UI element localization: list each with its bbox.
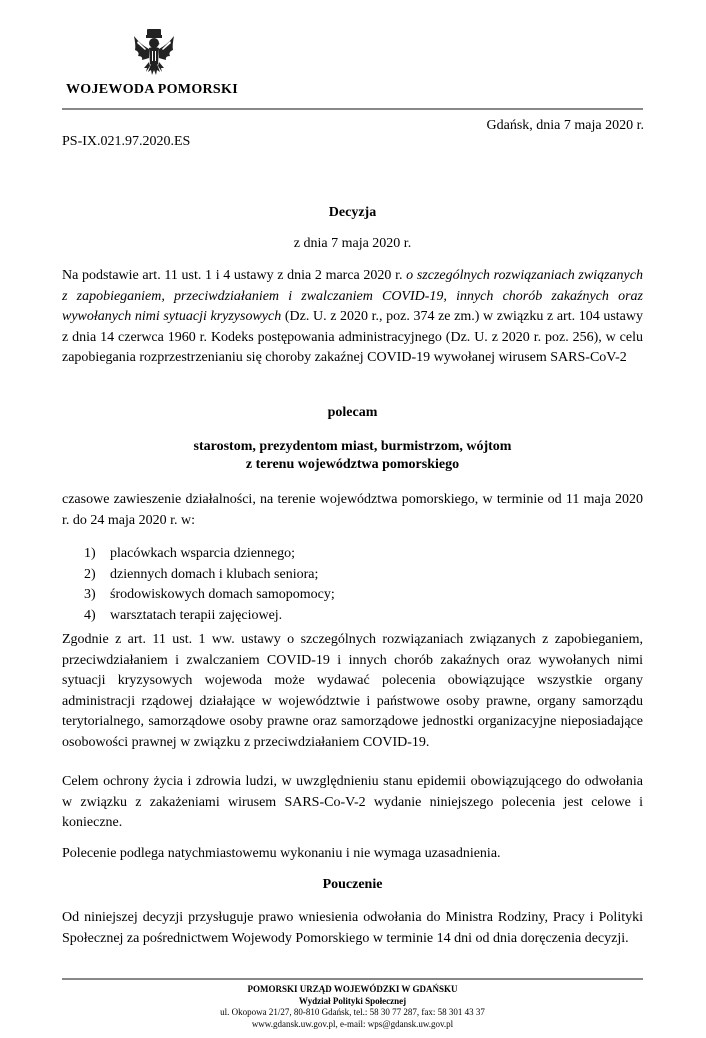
place-date: Gdańsk, dnia 7 maja 2020 r. — [486, 118, 644, 133]
eagle-emblem-icon — [132, 28, 176, 80]
legal-basis-part1: Na podstawie art. 11 ust. 1 i 4 ustawy z dnia 2 marca 2020 r. — [62, 268, 407, 283]
addressees-line1: starostom, prezydentom miast, burmistrzom, wójtom — [193, 439, 512, 454]
list-item — [84, 606, 335, 627]
header-divider — [62, 108, 643, 110]
instruction-paragraph: Od niniejszej decyzji przysługuje prawo wniesienia odwołania do Ministra Rodziny, Pracy i Polityki Społecznej za pośrednictwem Wojewody Pomorskiego w terminie 14 dni od dnia doręczenia decyzji. — [62, 910, 643, 946]
legal-basis-part2: (Dz. U. z 2020 r., poz. 374 ze zm.) w związku z art. 104 ustawy z dnia 14 czerwca 1960 r. Kodeks postępowania administracyjnego (Dz. U. z 2020 r. poz. 256), w celu zapobiegania rozprzestrzenianiu się choroby zakaźnej COVID-19 wywołanej wirusem SARS-CoV-2 — [62, 309, 643, 365]
list-item — [84, 585, 335, 606]
list-item-text: warsztatach terapii zajęciowej. — [110, 607, 283, 623]
purpose-paragraph: Celem ochrony życia i zdrowia ludzi, w uwzględnieniu stanu epidemii obowiązującego do odwołania w związku z zakażeniami wirusem SARS-Co-V-2 wydanie niniejszego polecenia jest celowe i konieczne. — [62, 774, 643, 830]
enforcement-paragraph: Polecenie podlega natychmiastowemu wykonaniu i nie wymaga uzasadnienia. — [62, 846, 501, 861]
decision-title: Decyzja — [328, 205, 377, 220]
organization-title: WOJEWODA POMORSKI — [66, 82, 238, 97]
footer-office: POMORSKI URZĄD WOJEWÓDZKI W GDAŃSKU — [247, 984, 458, 994]
reference-number: PS-IX.021.97.2020.ES — [62, 134, 191, 149]
law-paragraph: Zgodnie z art. 11 ust. 1 ww. ustawy o szczególnych rozwiązaniach związanych z zapobieganiem, przeciwdziałaniem i zwalczaniem COVID-19 i innych chorób zakaźnych oraz wywołanych nimi sytuacji kryzysowych wojewoda może wydawać polecenia obowiązujące wszystkie organy administracji rządowej działające w województwie i państwowe osoby prawne, organy samorządu terytorialnego, samorządowe osoby prawne oraz samorządowe jednostki organizacyjne nieposiadające osobowości prawnej w związku z przeciwdziałaniem COVID-19. — [62, 632, 643, 750]
list-item-text: dziennych domach i klubach seniora; — [110, 566, 319, 582]
list-item-text: środowiskowych domach samopomocy; — [110, 587, 335, 602]
footer-contact: www.gdansk.uw.gov.pl, e-mail: wps@gdansk.uw.gov.pl — [251, 1018, 454, 1029]
act-title-italic: o szczególnych rozwiązaniach związanych z zapobieganiem, przeciwdziałaniem i zwalczaniem COVID-19, innych chorób zakaźnych oraz wywołanych nimi sytuacji kryzysowych — [62, 268, 643, 324]
footer-divider — [62, 978, 643, 980]
legal-basis-paragraph — [62, 266, 643, 369]
list-item-number: 4) — [84, 607, 96, 623]
facility-list — [84, 544, 335, 626]
list-item — [84, 544, 335, 565]
list-item-number: 1) — [84, 546, 96, 561]
decision-date: z dnia 7 maja 2020 r. — [293, 236, 412, 251]
addressees-line2: z terenu województwa pomorskiego — [245, 457, 460, 472]
addressees — [62, 438, 643, 474]
list-item — [84, 565, 335, 586]
footer-address: ul. Okopowa 21/27, 80-810 Gdańsk, tel.: 58 30 77 287, fax: 58 301 43 37 — [220, 1007, 485, 1017]
instruction-title: Pouczenie — [322, 877, 383, 892]
list-item-number: 2) — [84, 566, 96, 582]
footer — [62, 984, 643, 1030]
list-item-number: 3) — [84, 587, 96, 602]
command-heading: polecam — [327, 405, 378, 420]
footer-department: Wydział Polityki Społecznej — [298, 995, 407, 1006]
list-item-text: placówkach wsparcia dziennego; — [110, 546, 296, 561]
suspension-paragraph: czasowe zawieszenie działalności, na terenie województwa pomorskiego, w terminie od 11 maja 2020 r. do 24 maja 2020 r. w: — [62, 492, 643, 528]
